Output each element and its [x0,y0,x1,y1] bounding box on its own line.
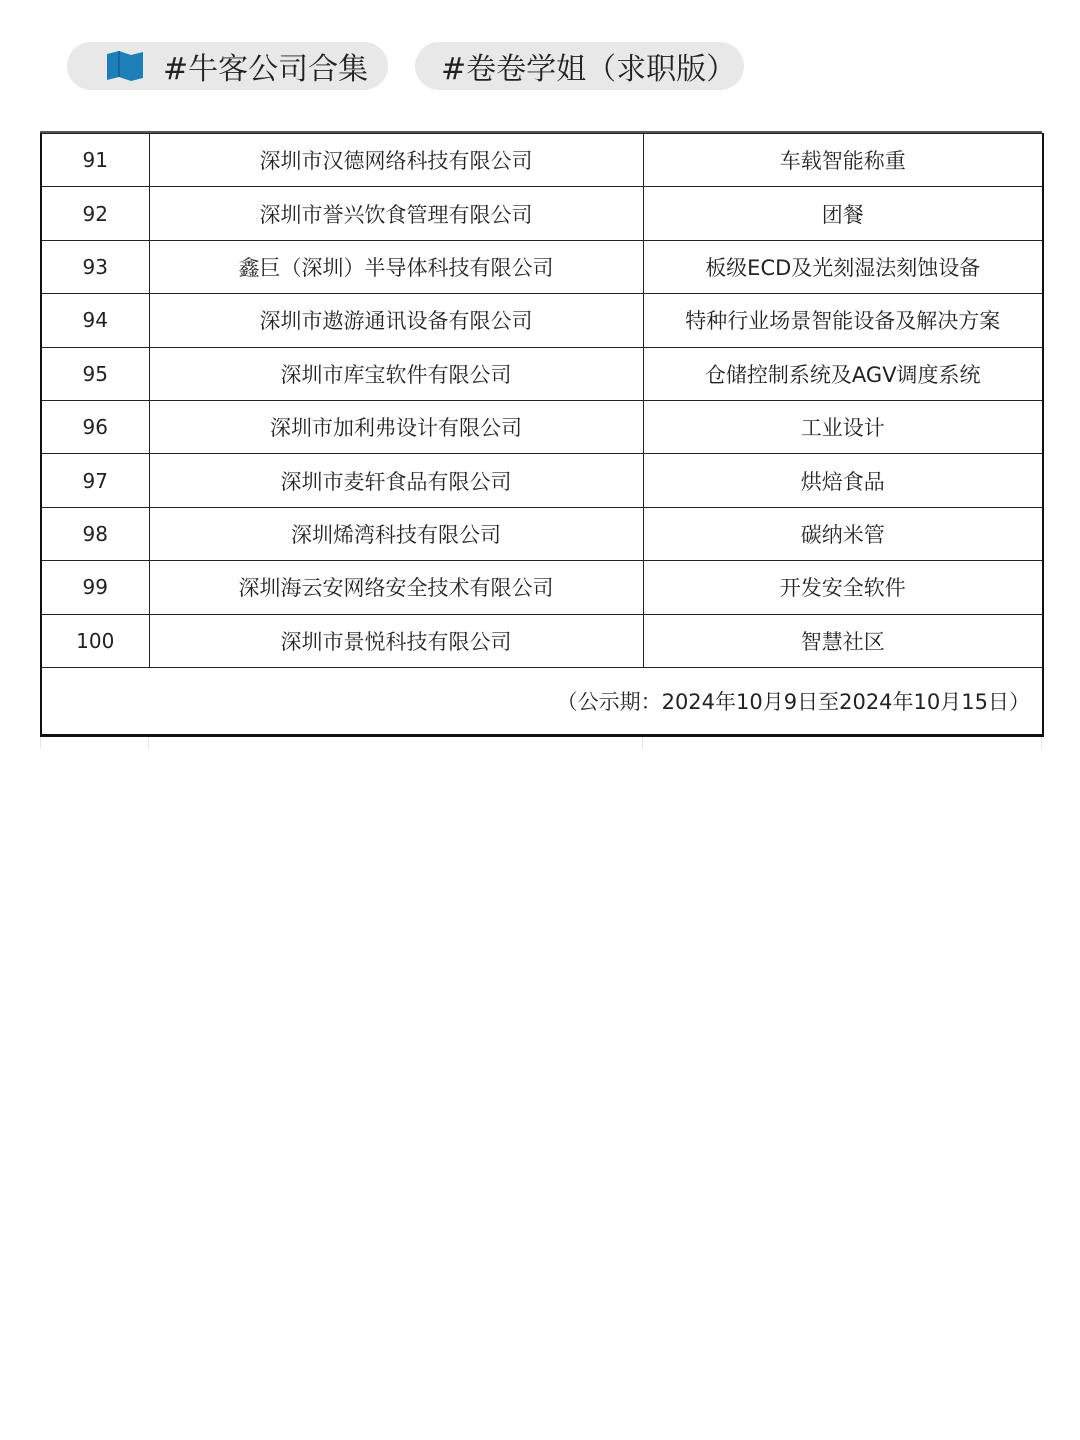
topic-tag-niuke[interactable] [67,42,388,90]
company-name: 深圳市库宝软件有限公司 [149,347,643,400]
business-scope: 工业设计 [643,400,1043,453]
table-row [41,294,1043,347]
company-name: 深圳市景悦科技有限公司 [149,614,643,667]
company-name: 深圳烯湾科技有限公司 [149,507,643,560]
table-row [41,454,1043,507]
table-row [41,507,1043,560]
table-row [41,240,1043,293]
business-scope: 板级ECD及光刻湿法刻蚀设备 [643,240,1043,293]
topic-tag-label: #牛客公司合集 [163,52,369,87]
business-scope: 团餐 [643,187,1043,240]
company-name: 深圳市誉兴饮食管理有限公司 [149,187,643,240]
business-scope: 仓储控制系统及AGV调度系统 [643,347,1043,400]
company-name: 深圳市麦轩食品有限公司 [149,454,643,507]
table-row [41,134,1043,187]
row-number: 100 [41,614,149,667]
row-number: 92 [41,187,149,240]
table-row [41,614,1043,667]
company-name: 深圳市汉德网络科技有限公司 [149,134,643,187]
topic-tag-label: #卷卷学姐（求职版） [441,52,737,87]
business-scope: 开发安全软件 [643,561,1043,614]
row-number: 95 [41,347,149,400]
table-row [41,400,1043,453]
company-name: 深圳海云安网络安全技术有限公司 [149,561,643,614]
row-number: 96 [41,400,149,453]
company-name: 深圳市遨游通讯设备有限公司 [149,294,643,347]
row-number: 98 [41,507,149,560]
business-scope: 烘焙食品 [643,454,1043,507]
row-number: 91 [41,134,149,187]
topic-tag-juanjuan[interactable] [415,42,744,90]
table-row [41,561,1043,614]
table-footer-row [41,667,1043,735]
row-number: 99 [41,561,149,614]
company-table [40,133,1042,737]
business-scope: 车载智能称重 [643,134,1043,187]
publicity-period-note: （公示期：2024年10月9日至2024年10月15日） [41,667,1043,735]
business-scope: 特种行业场景智能设备及解决方案 [643,294,1043,347]
company-name: 鑫巨（深圳）半导体科技有限公司 [149,240,643,293]
table-row [41,347,1043,400]
row-number: 93 [41,240,149,293]
row-number: 97 [41,454,149,507]
business-scope: 智慧社区 [643,614,1043,667]
row-number: 94 [41,294,149,347]
table-row [41,187,1043,240]
company-name: 深圳市加利弗设计有限公司 [149,400,643,453]
flag-icon [105,50,145,82]
business-scope: 碳纳米管 [643,507,1043,560]
faint-grid-lines [40,737,1042,749]
